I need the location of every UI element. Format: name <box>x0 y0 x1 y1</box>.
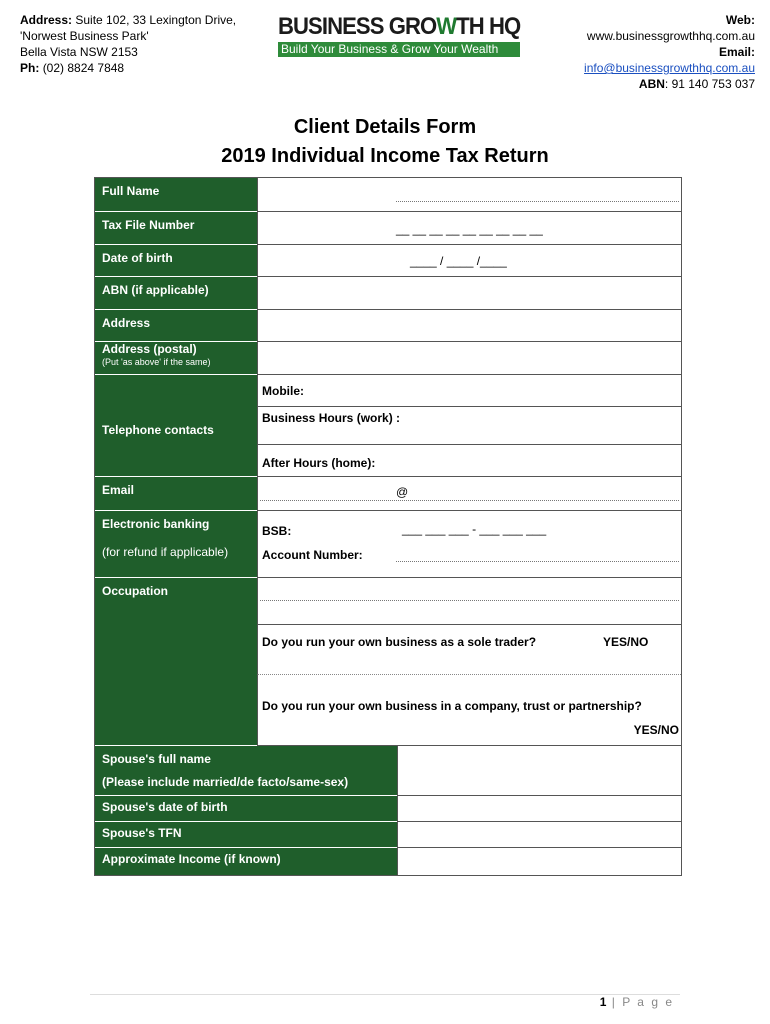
full-name-field[interactable] <box>257 178 681 212</box>
tfn-field[interactable] <box>257 212 681 245</box>
page-number: 1 | P a g e <box>599 995 674 1009</box>
sole-trader-question: Do you run your own business as a sole trader? <box>262 635 537 649</box>
address-field-label: Address <box>95 310 257 342</box>
mobile-field[interactable] <box>257 375 681 407</box>
sole-trader-row[interactable] <box>257 625 681 675</box>
postal-address-field[interactable] <box>257 342 681 375</box>
spouse-name-field[interactable] <box>397 746 681 796</box>
phone-label: Ph: <box>20 61 40 75</box>
after-hours-field[interactable] <box>257 445 681 477</box>
spouse-tfn-field[interactable] <box>397 822 681 848</box>
address-label: Address: <box>20 13 73 27</box>
spouse-dob-field[interactable] <box>397 796 681 822</box>
income-label: Approximate Income (if known) <box>95 848 397 875</box>
email-field[interactable] <box>257 477 681 511</box>
abn-label: ABN <box>638 77 665 91</box>
spouse-name-label: Spouse's full name (Please include married/de facto/same-sex) <box>95 746 397 796</box>
company-row[interactable] <box>257 675 681 746</box>
occupation-field[interactable] <box>257 578 681 625</box>
company-contact-block <box>584 12 755 92</box>
abn-field[interactable] <box>257 277 681 310</box>
banking-field[interactable] <box>257 511 681 578</box>
abn-number: : 91 140 753 037 <box>664 77 755 91</box>
full-name-label: Full Name <box>95 178 257 212</box>
dob-blanks: ____ / ____ /____ <box>410 254 507 268</box>
bsb-blanks: ___ ___ ___ - ___ ___ ___ <box>402 522 547 536</box>
company-question: Do you run your own business in a company, trust or partnership? <box>262 699 642 713</box>
address-line2: 'Norwest Business Park' <box>20 29 149 43</box>
dob-field[interactable] <box>257 245 681 277</box>
account-number-label: Account Number: <box>262 548 363 562</box>
bsb-label: BSB: <box>262 524 292 538</box>
abn-field-label: ABN (if applicable) <box>95 277 257 310</box>
dob-label: Date of birth <box>95 245 257 277</box>
footer-divider <box>90 994 680 995</box>
web-address[interactable]: www.businessgrowthhq.com.au <box>586 29 755 43</box>
email-link[interactable]: info@businessgrowthhq.com.au <box>584 61 755 75</box>
address-line3: Bella Vista NSW 2153 <box>20 45 138 59</box>
mobile-label: Mobile: <box>262 384 304 398</box>
banking-note: (for refund if applicable) <box>102 545 229 559</box>
tfn-blanks: __ __ __ __ __ __ __ __ __ <box>396 222 543 236</box>
after-hours-label: After Hours (home): <box>262 456 376 470</box>
postal-address-label: Address (postal) (Put 'as above' if the same) <box>95 342 257 375</box>
banking-label: Electronic banking (for refund if applicable) <box>95 511 257 578</box>
growth-arrow-icon: W <box>436 13 457 40</box>
address-line1: Suite 102, 33 Lexington Drive, <box>75 13 237 27</box>
telephone-label: Telephone contacts <box>95 375 257 477</box>
client-details-form <box>94 177 682 876</box>
spouse-note: (Please include married/de facto/same-sex) <box>102 775 349 789</box>
spouse-tfn-label: Spouse's TFN <box>95 822 397 848</box>
sole-trader-answer[interactable]: YES/NO <box>603 635 649 649</box>
web-label: Web: <box>725 13 755 27</box>
phone-number: (02) 8824 7848 <box>42 61 125 75</box>
address-field[interactable] <box>257 310 681 342</box>
tfn-label: Tax File Number <box>95 212 257 245</box>
company-address-block <box>20 12 236 76</box>
business-hours-field[interactable] <box>257 407 681 445</box>
occupation-label: Occupation <box>95 578 257 746</box>
spouse-dob-label: Spouse's date of birth <box>95 796 397 822</box>
company-answer[interactable]: YES/NO <box>633 723 679 737</box>
email-label: Email: <box>718 45 755 59</box>
logo-wordmark: BUSINESS GROWTH HQ <box>278 13 521 40</box>
email-field-label: Email <box>95 477 257 511</box>
form-subtitle: 2019 Individual Income Tax Return <box>221 145 549 167</box>
form-title: Client Details Form <box>293 116 477 138</box>
logo-tagline: Build Your Business & Grow Your Wealth <box>278 42 520 57</box>
postal-address-note: (Put 'as above' if the same) <box>102 357 211 367</box>
email-at-symbol: @ <box>396 485 409 499</box>
income-field[interactable] <box>397 848 681 875</box>
company-logo <box>278 14 520 57</box>
business-hours-label: Business Hours (work) : <box>262 411 401 425</box>
